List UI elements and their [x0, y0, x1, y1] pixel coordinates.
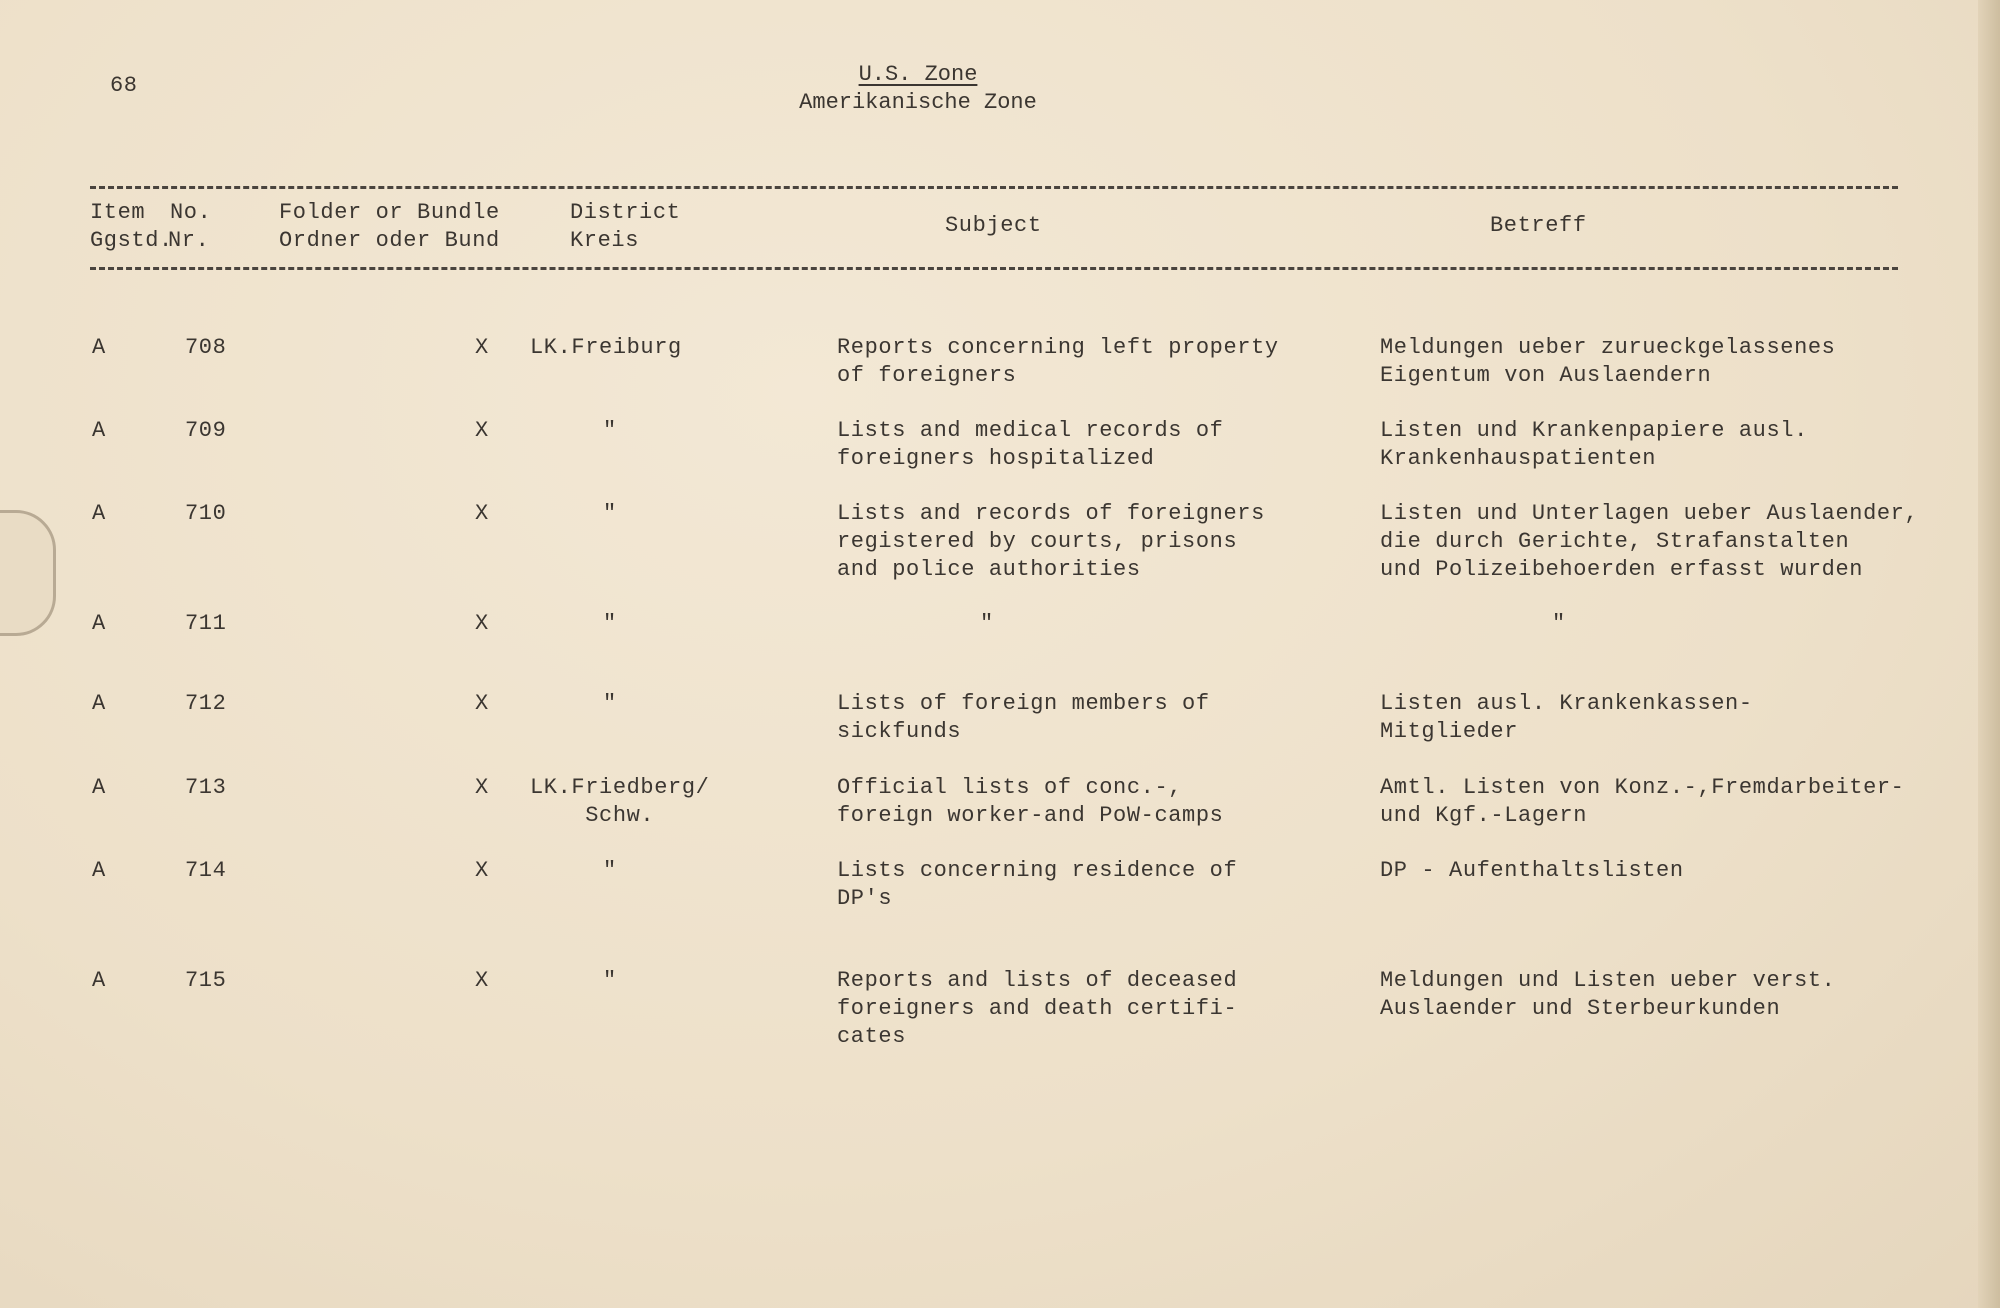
- betreff-cell: DP - Aufenthaltslisten: [1380, 858, 1684, 883]
- binder-tab: [0, 510, 56, 636]
- item-cell: A: [92, 501, 106, 526]
- col-district-de: Kreis: [570, 228, 640, 253]
- subject-cell: Reports concerning left property of foreigners: [837, 335, 1279, 388]
- betreff-cell: Listen und Unterlagen ueber Auslaender, die durch Gerichte, Strafanstalten und Polizeibehoerden erfasst wurden: [1380, 501, 1919, 582]
- district-cell: ": [603, 611, 617, 636]
- col-folder-de: Ordner oder Bund: [279, 228, 500, 253]
- item-cell: A: [92, 611, 106, 636]
- district-cell: ": [603, 691, 617, 716]
- number-cell: 708: [185, 335, 227, 360]
- item-cell: A: [92, 858, 106, 883]
- subject-cell: Lists and records of foreigners registered by courts, prisons and police authorities: [837, 501, 1265, 582]
- district-cell: LK.Freiburg: [530, 335, 682, 360]
- number-cell: 709: [185, 418, 227, 443]
- subject-cell: Official lists of conc.-, foreign worker-and PoW-camps: [837, 775, 1224, 828]
- number-cell: 712: [185, 691, 227, 716]
- col-no-de: Nr.: [168, 228, 210, 253]
- col-no-en: No.: [170, 200, 212, 225]
- divider-top: [90, 186, 1898, 189]
- folder-mark: X: [475, 418, 489, 443]
- item-cell: A: [92, 968, 106, 993]
- betreff-cell: Meldungen und Listen ueber verst. Auslaender und Sterbeurkunden: [1380, 968, 1836, 1021]
- betreff-cell: Meldungen ueber zurueckgelassenes Eigentum von Auslaendern: [1380, 335, 1836, 388]
- folder-mark: X: [475, 335, 489, 360]
- col-district-en: District: [570, 200, 681, 225]
- folder-mark: X: [475, 968, 489, 993]
- number-cell: 713: [185, 775, 227, 800]
- page-title: U.S. Zone: [858, 62, 978, 87]
- district-cell: ": [603, 418, 617, 443]
- item-cell: A: [92, 335, 106, 360]
- number-cell: 710: [185, 501, 227, 526]
- divider-bottom: [90, 267, 1898, 270]
- folder-mark: X: [475, 691, 489, 716]
- col-item-en: Item: [90, 200, 146, 225]
- betreff-cell: Listen und Krankenpapiere ausl. Krankenhauspatienten: [1380, 418, 1808, 471]
- item-cell: A: [92, 691, 106, 716]
- col-folder-en: Folder or Bundle: [279, 200, 500, 225]
- subject-cell: Lists and medical records of foreigners hospitalized: [837, 418, 1224, 471]
- subject-cell: Lists concerning residence of DP's: [837, 858, 1238, 911]
- number-cell: 715: [185, 968, 227, 993]
- district-cell: ": [603, 968, 617, 993]
- folder-mark: X: [475, 501, 489, 526]
- subject-cell: ": [980, 611, 994, 636]
- betreff-cell: ": [1552, 611, 1566, 636]
- district-cell: ": [603, 501, 617, 526]
- folder-mark: X: [475, 858, 489, 883]
- page-edge: [1978, 0, 2000, 1308]
- betreff-cell: Listen ausl. Krankenkassen- Mitglieder: [1380, 691, 1753, 744]
- col-item-de: Ggstd.: [90, 228, 173, 253]
- subject-cell: Lists of foreign members of sickfunds: [837, 691, 1210, 744]
- folder-mark: X: [475, 611, 489, 636]
- item-cell: A: [92, 775, 106, 800]
- district-cell: LK.Friedberg/ Schw.: [530, 775, 710, 828]
- folder-mark: X: [475, 775, 489, 800]
- item-cell: A: [92, 418, 106, 443]
- col-subject: Subject: [945, 213, 1042, 238]
- subject-cell: Reports and lists of deceased foreigners and death certifi- cates: [837, 968, 1238, 1049]
- district-cell: ": [603, 858, 617, 883]
- page-number: 68: [110, 73, 138, 98]
- number-cell: 714: [185, 858, 227, 883]
- page-subtitle: Amerikanische Zone: [799, 90, 1037, 115]
- col-betreff: Betreff: [1490, 213, 1587, 238]
- number-cell: 711: [185, 611, 227, 636]
- betreff-cell: Amtl. Listen von Konz.-,Fremdarbeiter- und Kgf.-Lagern: [1380, 775, 1905, 828]
